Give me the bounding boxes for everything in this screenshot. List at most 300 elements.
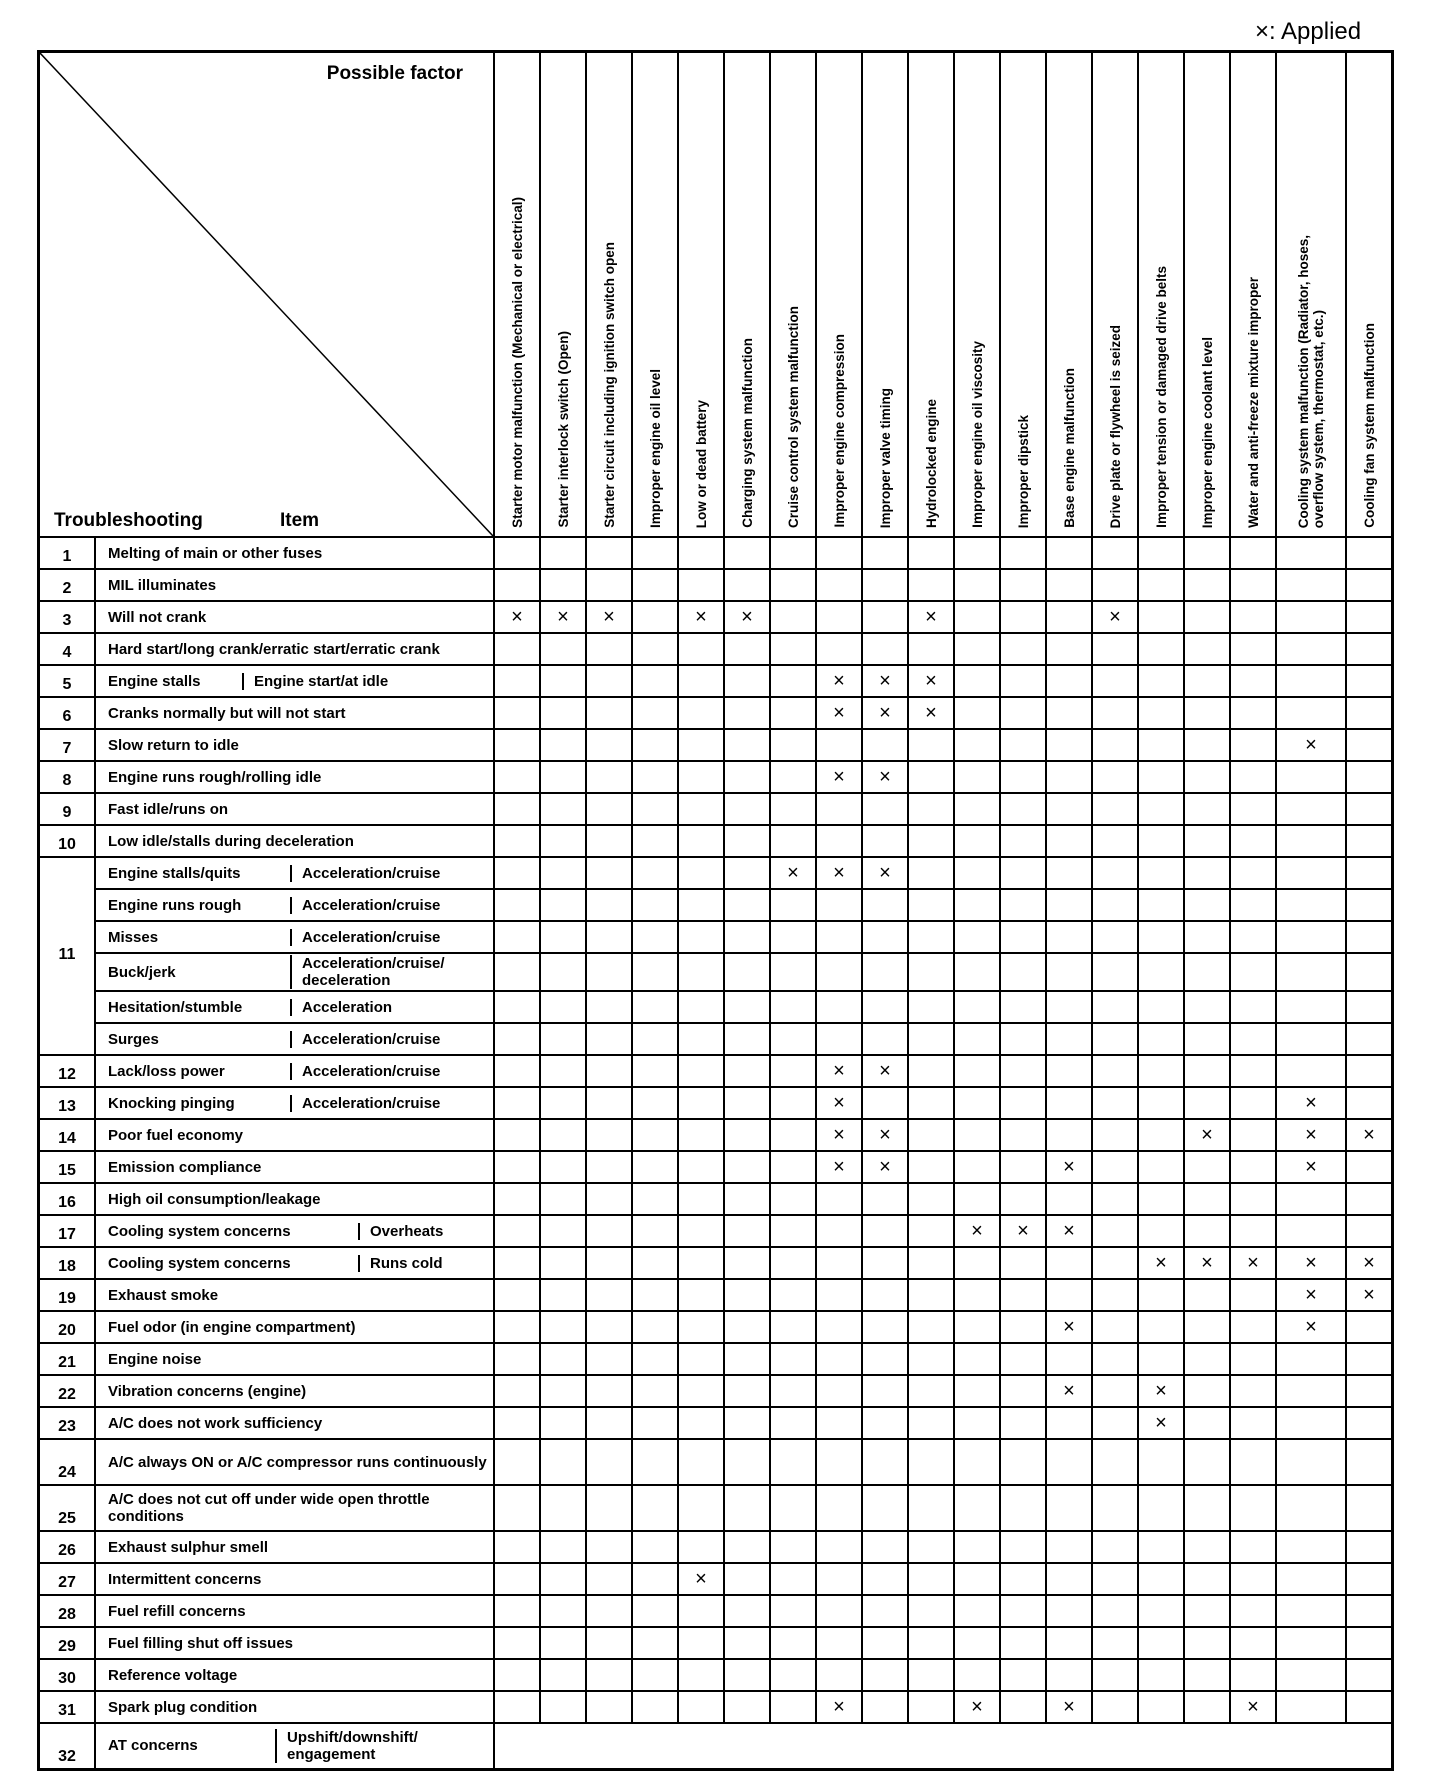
applied-mark: × xyxy=(1230,1691,1276,1723)
item-symptom: Will not crank xyxy=(108,608,207,626)
empty-cell xyxy=(678,1343,724,1375)
row-number: 17 xyxy=(39,1215,96,1247)
empty-cell xyxy=(1046,1439,1092,1485)
empty-cell xyxy=(1092,1691,1138,1723)
applied-mark: × xyxy=(1276,729,1346,761)
empty-cell xyxy=(494,1531,540,1563)
row-number: 13 xyxy=(39,1087,96,1119)
item-cell xyxy=(95,857,494,889)
empty-cell xyxy=(632,857,678,889)
empty-cell xyxy=(540,1691,586,1723)
empty-cell xyxy=(908,1215,954,1247)
empty-cell xyxy=(862,569,908,601)
table-row xyxy=(39,633,1393,665)
empty-cell xyxy=(632,729,678,761)
item-symptom: MIL illuminates xyxy=(108,576,217,594)
empty-cell xyxy=(678,1215,724,1247)
row-number: 29 xyxy=(39,1627,96,1659)
row-number: 24 xyxy=(39,1439,96,1485)
empty-cell xyxy=(1230,537,1276,569)
empty-cell xyxy=(540,1247,586,1279)
item-symptom: Engine stalls xyxy=(108,672,201,690)
row-number: 31 xyxy=(39,1691,96,1723)
empty-cell xyxy=(494,1119,540,1151)
empty-cell xyxy=(724,1343,770,1375)
factor-label: Charging system malfunction xyxy=(739,338,755,528)
item-cell xyxy=(95,729,494,761)
empty-cell xyxy=(1092,1151,1138,1183)
applied-mark: × xyxy=(1276,1119,1346,1151)
empty-cell xyxy=(908,1183,954,1215)
factor-label: Starter circuit including ignition switch open xyxy=(601,242,617,528)
row-number: 21 xyxy=(39,1343,96,1375)
empty-cell xyxy=(908,1087,954,1119)
empty-cell xyxy=(678,1119,724,1151)
empty-cell xyxy=(954,1595,1000,1627)
empty-cell xyxy=(862,1439,908,1485)
empty-cell xyxy=(816,1439,862,1485)
empty-cell xyxy=(1000,1023,1046,1055)
empty-cell xyxy=(908,1247,954,1279)
item-cell xyxy=(95,601,494,633)
empty-cell xyxy=(954,1279,1000,1311)
empty-cell xyxy=(908,991,954,1023)
empty-cell xyxy=(1046,991,1092,1023)
empty-cell xyxy=(678,1659,724,1691)
table-row xyxy=(39,1595,1393,1627)
empty-cell xyxy=(1276,793,1346,825)
empty-cell xyxy=(770,1311,816,1343)
item-condition: Overheats xyxy=(370,1222,444,1240)
empty-cell xyxy=(1230,1375,1276,1407)
empty-cell xyxy=(540,1627,586,1659)
empty-cell xyxy=(494,761,540,793)
empty-cell xyxy=(770,1087,816,1119)
empty-cell xyxy=(862,601,908,633)
header-row xyxy=(39,52,1393,538)
item-cell xyxy=(95,1151,494,1183)
empty-cell xyxy=(1092,761,1138,793)
empty-cell xyxy=(1184,1439,1230,1485)
factor-header xyxy=(770,52,816,538)
empty-cell xyxy=(494,1183,540,1215)
empty-cell xyxy=(1184,1375,1230,1407)
applied-mark: × xyxy=(816,1691,862,1723)
applied-mark: × xyxy=(816,761,862,793)
empty-cell xyxy=(770,1151,816,1183)
empty-cell xyxy=(908,633,954,665)
empty-cell xyxy=(1138,1691,1184,1723)
empty-cell xyxy=(1346,1595,1393,1627)
empty-cell xyxy=(494,1023,540,1055)
empty-cell xyxy=(1346,1055,1393,1087)
empty-cell xyxy=(678,1023,724,1055)
empty-cell xyxy=(1230,1407,1276,1439)
empty-cell xyxy=(954,1151,1000,1183)
table-row xyxy=(39,1439,1393,1485)
empty-cell xyxy=(632,1595,678,1627)
item-cell xyxy=(95,1279,494,1311)
empty-cell xyxy=(586,1087,632,1119)
item-cell xyxy=(95,1439,494,1485)
empty-cell xyxy=(586,1439,632,1485)
empty-cell xyxy=(586,1247,632,1279)
factor-header xyxy=(724,52,770,538)
empty-cell xyxy=(816,793,862,825)
row-number: 11 xyxy=(39,857,96,1055)
empty-cell xyxy=(1276,537,1346,569)
empty-cell xyxy=(724,1311,770,1343)
empty-cell xyxy=(494,1279,540,1311)
empty-cell xyxy=(678,953,724,991)
empty-cell xyxy=(954,1407,1000,1439)
empty-cell xyxy=(1138,697,1184,729)
applied-mark: × xyxy=(1346,1279,1393,1311)
empty-cell xyxy=(1184,1215,1230,1247)
empty-cell xyxy=(1230,1531,1276,1563)
empty-cell xyxy=(1046,1659,1092,1691)
empty-cell xyxy=(1092,697,1138,729)
empty-cell xyxy=(1000,1627,1046,1659)
empty-cell xyxy=(724,569,770,601)
empty-cell xyxy=(862,1659,908,1691)
empty-cell xyxy=(1138,1279,1184,1311)
empty-cell xyxy=(586,1691,632,1723)
empty-cell xyxy=(1346,729,1393,761)
empty-cell xyxy=(1276,1215,1346,1247)
empty-cell xyxy=(954,1247,1000,1279)
empty-cell xyxy=(494,1691,540,1723)
item-condition: Acceleration/cruise/ deceleration xyxy=(302,955,445,989)
empty-cell xyxy=(862,921,908,953)
applied-mark: × xyxy=(1346,1247,1393,1279)
table-row xyxy=(39,1183,1393,1215)
empty-cell xyxy=(816,1311,862,1343)
factor-header xyxy=(1346,52,1393,538)
applied-mark: × xyxy=(1046,1311,1092,1343)
empty-cell xyxy=(1138,889,1184,921)
row-number: 16 xyxy=(39,1183,96,1215)
empty-cell xyxy=(1046,1279,1092,1311)
item-cell xyxy=(95,1375,494,1407)
empty-cell xyxy=(954,633,1000,665)
troubleshooting-label: Troubleshooting xyxy=(54,510,203,531)
empty-cell xyxy=(1046,1183,1092,1215)
empty-cell xyxy=(770,889,816,921)
empty-cell xyxy=(1138,1183,1184,1215)
empty-cell xyxy=(1230,1215,1276,1247)
empty-cell xyxy=(770,1279,816,1311)
applied-mark: × xyxy=(1138,1247,1184,1279)
empty-cell xyxy=(770,1659,816,1691)
empty-cell xyxy=(1138,793,1184,825)
empty-cell xyxy=(494,1485,540,1531)
empty-cell xyxy=(494,921,540,953)
item-symptom: Spark plug condition xyxy=(108,1698,258,1716)
empty-cell xyxy=(632,1375,678,1407)
empty-cell xyxy=(1138,1595,1184,1627)
empty-cell xyxy=(1092,1439,1138,1485)
empty-cell xyxy=(678,1311,724,1343)
empty-cell xyxy=(540,921,586,953)
empty-cell xyxy=(724,1247,770,1279)
factor-label: Cruise control system malfunction xyxy=(785,305,801,528)
empty-cell xyxy=(862,1407,908,1439)
empty-cell xyxy=(1346,1531,1393,1563)
empty-cell xyxy=(1000,793,1046,825)
table-row xyxy=(39,1375,1393,1407)
factor-header xyxy=(632,52,678,538)
empty-cell xyxy=(586,825,632,857)
applied-mark: × xyxy=(1046,1691,1092,1723)
empty-cell xyxy=(586,953,632,991)
empty-cell xyxy=(540,665,586,697)
factor-header xyxy=(540,52,586,538)
empty-cell xyxy=(1092,1183,1138,1215)
empty-cell xyxy=(908,1691,954,1723)
empty-cell xyxy=(1138,1151,1184,1183)
empty-cell xyxy=(586,1375,632,1407)
empty-cell xyxy=(1092,1119,1138,1151)
empty-cell xyxy=(540,793,586,825)
row-number: 26 xyxy=(39,1531,96,1563)
row-number: 2 xyxy=(39,569,96,601)
empty-cell xyxy=(908,825,954,857)
empty-cell xyxy=(632,1279,678,1311)
empty-cell xyxy=(1046,601,1092,633)
empty-cell xyxy=(632,1691,678,1723)
row-number: 10 xyxy=(39,825,96,857)
item-symptom: Reference voltage xyxy=(108,1666,238,1684)
empty-cell xyxy=(678,1439,724,1485)
row-number: 9 xyxy=(39,793,96,825)
empty-cell xyxy=(494,729,540,761)
empty-cell xyxy=(586,1119,632,1151)
item-symptom: Fuel refill concerns xyxy=(108,1602,246,1620)
empty-cell xyxy=(1184,761,1230,793)
empty-cell xyxy=(816,889,862,921)
empty-cell xyxy=(1346,601,1393,633)
empty-cell xyxy=(1346,1087,1393,1119)
empty-cell xyxy=(1276,1023,1346,1055)
empty-cell xyxy=(678,1183,724,1215)
empty-cell xyxy=(816,1407,862,1439)
empty-cell xyxy=(1000,921,1046,953)
applied-mark: × xyxy=(1046,1151,1092,1183)
empty-cell xyxy=(770,537,816,569)
empty-cell xyxy=(586,1023,632,1055)
empty-cell xyxy=(770,1247,816,1279)
empty-cell xyxy=(494,857,540,889)
applied-mark: × xyxy=(862,857,908,889)
row-number: 19 xyxy=(39,1279,96,1311)
item-cell xyxy=(95,1531,494,1563)
factor-label: Improper valve timing xyxy=(877,387,893,528)
table-row xyxy=(39,1215,1393,1247)
table-row xyxy=(39,1151,1393,1183)
empty-cell xyxy=(724,729,770,761)
empty-cell xyxy=(678,537,724,569)
empty-cell xyxy=(954,857,1000,889)
empty-cell xyxy=(908,1439,954,1485)
empty-cell xyxy=(1000,1563,1046,1595)
empty-cell xyxy=(678,761,724,793)
empty-cell xyxy=(1046,1087,1092,1119)
applied-mark: × xyxy=(816,857,862,889)
empty-cell xyxy=(724,825,770,857)
empty-cell xyxy=(954,1563,1000,1595)
empty-cell xyxy=(1000,569,1046,601)
diagonal-divider xyxy=(40,53,493,536)
empty-cell xyxy=(586,1595,632,1627)
item-condition: Acceleration/cruise xyxy=(302,896,441,914)
empty-cell xyxy=(1276,1485,1346,1531)
row-number: 15 xyxy=(39,1151,96,1183)
item-symptom: A/C does not cut off under wide open throttle conditions xyxy=(108,1491,430,1525)
factor-header xyxy=(1138,52,1184,538)
empty-cell xyxy=(1000,1087,1046,1119)
empty-cell xyxy=(1276,1595,1346,1627)
empty-cell xyxy=(816,569,862,601)
factor-label: Improper dipstick xyxy=(1015,414,1031,528)
item-cell xyxy=(95,1659,494,1691)
empty-cell xyxy=(632,665,678,697)
empty-cell xyxy=(770,1215,816,1247)
empty-cell xyxy=(586,1407,632,1439)
empty-cell xyxy=(954,1375,1000,1407)
empty-cell xyxy=(862,1375,908,1407)
empty-cell xyxy=(1346,1023,1393,1055)
empty-cell xyxy=(1184,921,1230,953)
empty-cell xyxy=(586,1151,632,1183)
empty-cell xyxy=(908,1659,954,1691)
row-number: 23 xyxy=(39,1407,96,1439)
item-symptom: Surges xyxy=(108,1030,159,1048)
table-row xyxy=(39,1627,1393,1659)
empty-cell xyxy=(954,1659,1000,1691)
empty-cell xyxy=(770,1595,816,1627)
empty-cell xyxy=(1184,633,1230,665)
empty-cell xyxy=(540,1659,586,1691)
empty-cell xyxy=(678,1055,724,1087)
empty-cell xyxy=(862,1087,908,1119)
empty-cell xyxy=(770,991,816,1023)
applied-mark: × xyxy=(862,665,908,697)
applied-mark: × xyxy=(770,857,816,889)
empty-cell xyxy=(816,1531,862,1563)
empty-cell xyxy=(1184,991,1230,1023)
factor-label: Water and anti-freeze mixture improper xyxy=(1245,277,1261,528)
empty-cell xyxy=(1230,1087,1276,1119)
empty-cell xyxy=(770,665,816,697)
empty-cell xyxy=(908,537,954,569)
table-row xyxy=(39,1343,1393,1375)
applied-mark: × xyxy=(1276,1087,1346,1119)
empty-cell xyxy=(1230,825,1276,857)
factor-label: Improper engine oil level xyxy=(647,368,663,528)
empty-cell xyxy=(954,1531,1000,1563)
item-condition: Upshift/downshift/ engagement xyxy=(287,1728,418,1763)
empty-cell xyxy=(770,697,816,729)
empty-cell xyxy=(632,761,678,793)
empty-cell xyxy=(678,793,724,825)
empty-cell xyxy=(1346,633,1393,665)
item-symptom: Cooling system concerns xyxy=(108,1222,291,1240)
factor-header xyxy=(494,52,540,538)
applied-mark: × xyxy=(1346,1119,1393,1151)
empty-cell xyxy=(1184,1279,1230,1311)
empty-cell xyxy=(862,825,908,857)
empty-cell xyxy=(1046,1531,1092,1563)
empty-cell xyxy=(862,1485,908,1531)
empty-cell xyxy=(1230,569,1276,601)
item-cell xyxy=(95,1311,494,1343)
applied-mark: × xyxy=(1184,1119,1230,1151)
empty-cell xyxy=(1138,1055,1184,1087)
table-row xyxy=(39,1407,1393,1439)
item-cell xyxy=(95,1247,494,1279)
empty-cell xyxy=(1046,953,1092,991)
empty-cell xyxy=(1230,729,1276,761)
empty-cell xyxy=(1000,1311,1046,1343)
item-symptom: AT concerns xyxy=(108,1737,198,1755)
empty-cell xyxy=(1230,991,1276,1023)
empty-cell xyxy=(494,665,540,697)
applied-mark: × xyxy=(1184,1247,1230,1279)
applied-mark: × xyxy=(908,697,954,729)
empty-cell xyxy=(540,1279,586,1311)
empty-cell xyxy=(494,1407,540,1439)
factor-label: Cooling system malfunction (Radiator, hoses, overflow system, thermostat, etc.) xyxy=(1296,234,1326,528)
empty-cell xyxy=(954,1439,1000,1485)
empty-cell xyxy=(540,761,586,793)
table-row xyxy=(39,697,1393,729)
item-cell xyxy=(95,1023,494,1055)
empty-cell xyxy=(1276,953,1346,991)
empty-cell xyxy=(816,1375,862,1407)
empty-cell xyxy=(954,825,1000,857)
row-number: 30 xyxy=(39,1659,96,1691)
empty-cell xyxy=(586,857,632,889)
empty-cell xyxy=(1092,1375,1138,1407)
empty-cell xyxy=(1092,1215,1138,1247)
empty-cell xyxy=(862,1595,908,1627)
empty-cell xyxy=(1184,1055,1230,1087)
empty-cell xyxy=(724,1087,770,1119)
empty-cell xyxy=(540,1485,586,1531)
item-label: Item xyxy=(280,510,320,531)
empty-cell xyxy=(1000,953,1046,991)
empty-cell xyxy=(632,537,678,569)
empty-cell xyxy=(1184,1531,1230,1563)
table-row xyxy=(39,1531,1393,1563)
empty-cell xyxy=(678,569,724,601)
empty-cell xyxy=(954,1087,1000,1119)
empty-cell xyxy=(540,697,586,729)
item-cell xyxy=(95,665,494,697)
empty-cell xyxy=(540,953,586,991)
empty-cell xyxy=(954,1627,1000,1659)
empty-cell xyxy=(1346,1439,1393,1485)
row-number: 4 xyxy=(39,633,96,665)
empty-cell xyxy=(540,1215,586,1247)
empty-cell xyxy=(724,633,770,665)
table-row xyxy=(39,537,1393,569)
empty-cell xyxy=(1092,1485,1138,1531)
item-cell xyxy=(95,1595,494,1627)
applied-mark: × xyxy=(908,601,954,633)
empty-cell xyxy=(1000,1151,1046,1183)
